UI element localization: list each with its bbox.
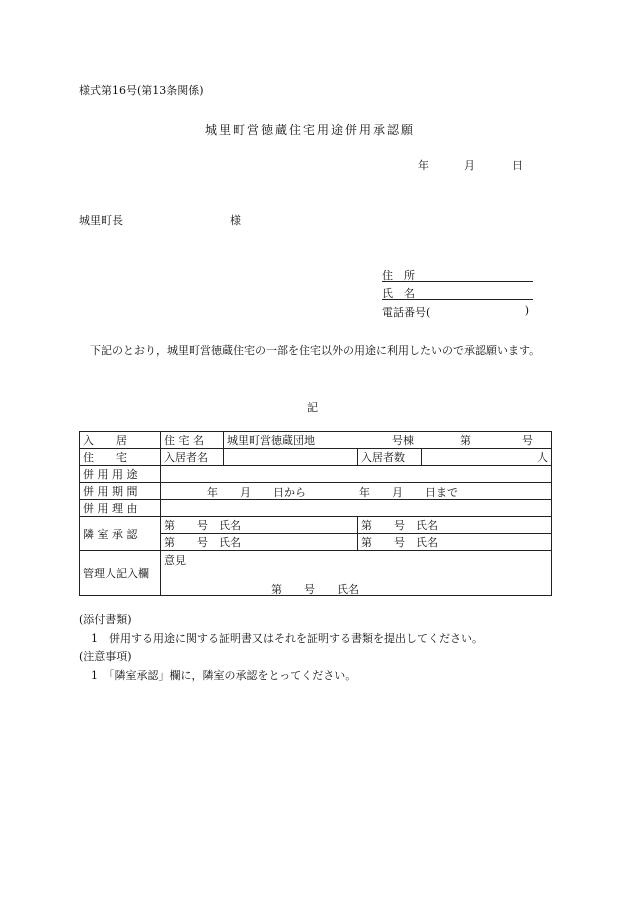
resident-label-top: 入 居: [83, 434, 127, 447]
name-label: 氏 名: [382, 287, 415, 300]
period-label: 併 用 期 間: [80, 483, 161, 500]
table-row: [80, 517, 552, 534]
opinion-label: 意見: [164, 554, 186, 567]
housing-name-value: 城里町営徳蔵団地: [227, 434, 315, 447]
table-row: [80, 466, 552, 483]
neighbor-entry-1[interactable]: 第 号 氏名: [161, 517, 358, 534]
neighbor-label: 隣 室 承 認: [80, 517, 161, 551]
resident-label-top-cell: [80, 432, 161, 449]
phone-label: 電話番号(: [382, 306, 431, 319]
neighbor-entry-4[interactable]: 第 号 氏名: [358, 534, 552, 551]
resident-label-bottom-cell: [80, 449, 161, 466]
occupant-name-cell[interactable]: [224, 449, 358, 466]
ki-heading: 記: [307, 401, 318, 414]
manager-cell[interactable]: [161, 551, 552, 596]
caution-heading: (注意事項): [79, 650, 132, 663]
housing-name-label: 住 宅 名: [161, 432, 224, 449]
table-row: [80, 500, 552, 517]
neighbor-entry-2[interactable]: 第 号 氏名: [358, 517, 552, 534]
period-from: 年 月 日から: [207, 486, 306, 499]
table-row: [80, 449, 552, 466]
phone-close: ): [524, 304, 529, 317]
attachment-1: 1 併用する用途に関する証明書又はそれを証明する書類を提出してください。: [91, 632, 483, 645]
body-text: 下記のとおり，城里町営徳蔵住宅の一部を住宅以外の用途に利用したいので承認願います。: [90, 344, 541, 357]
dai-label: 第: [460, 434, 471, 447]
neighbor-entry-3[interactable]: 第 号 氏名: [161, 534, 358, 551]
resident-label-bottom: 住 宅: [83, 451, 127, 464]
addressee-honorific: 様: [230, 214, 241, 227]
occupant-count-cell[interactable]: [422, 449, 552, 466]
person-unit: 人: [537, 451, 549, 464]
occupant-count-label: 入居者数: [358, 449, 422, 466]
addressee-name: 城里町長: [79, 214, 123, 227]
form-number: 様式第16号(第13条関係): [79, 84, 204, 97]
page-title: 城里町営徳蔵住宅用途併用承認願: [205, 123, 416, 137]
manager-label: 管理人記入欄: [80, 551, 161, 596]
phone-field[interactable]: [382, 304, 533, 320]
go-label: 号: [522, 434, 533, 447]
name-field[interactable]: [382, 285, 533, 300]
manager-entry: 第 号 氏名: [271, 583, 359, 596]
table-row: [80, 483, 552, 500]
period-to: 年 月 日まで: [359, 486, 458, 499]
period-cell[interactable]: [161, 483, 552, 500]
date-month: 月: [464, 159, 475, 172]
occupant-name-label: 入居者名: [161, 449, 224, 466]
caution-1: 1 「隣室承認」欄に，隣室の承認をとってください。: [91, 669, 357, 682]
table-row: [80, 432, 552, 449]
date-day: 日: [512, 159, 523, 172]
application-table: [79, 431, 552, 596]
address-label: 住 所: [382, 269, 415, 282]
use-cell[interactable]: [161, 466, 552, 483]
reason-cell[interactable]: [161, 500, 552, 517]
use-label: 併 用 用 途: [80, 466, 161, 483]
address-field[interactable]: [382, 267, 533, 282]
attachments-heading: (添付書類): [79, 613, 132, 626]
housing-name-cell[interactable]: [224, 432, 552, 449]
date-year: 年: [418, 159, 429, 172]
reason-label: 併 用 理 由: [80, 500, 161, 517]
building-suffix: 号棟: [392, 434, 414, 447]
table-row: [80, 551, 552, 596]
